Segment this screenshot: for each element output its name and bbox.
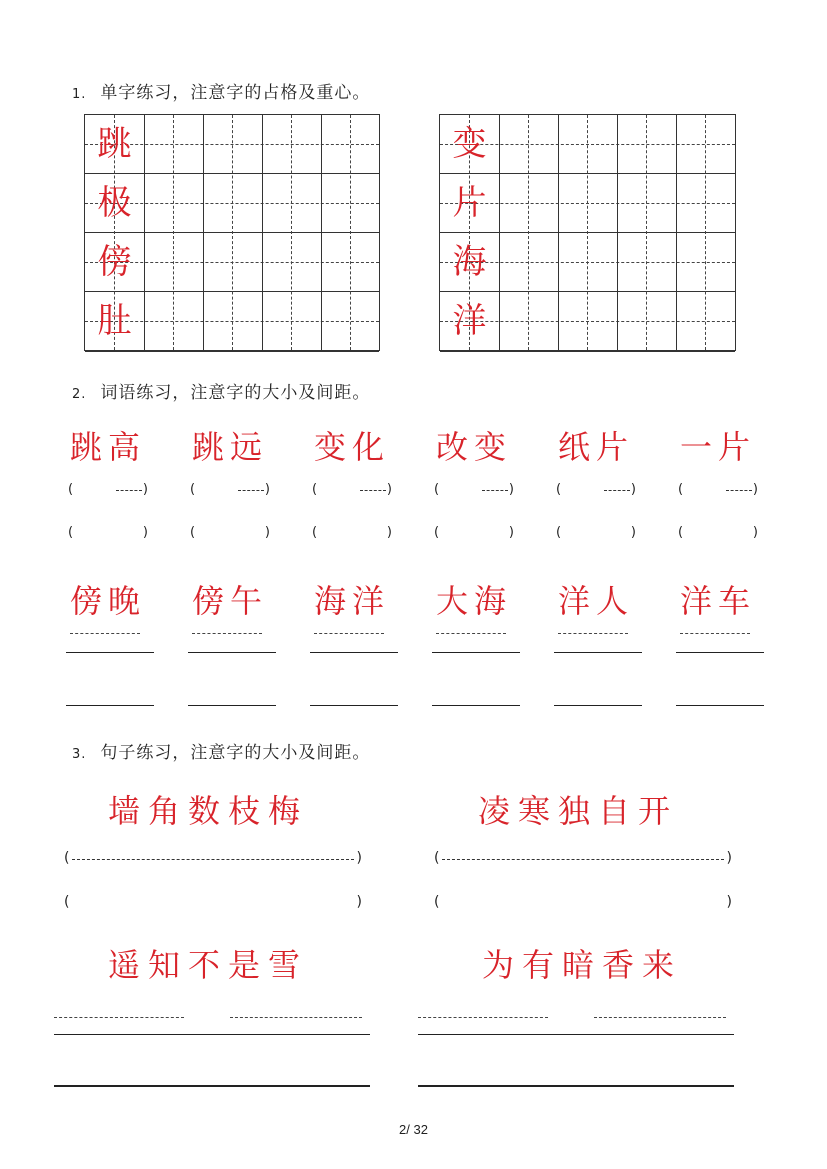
word-row2: 洋人: [558, 582, 635, 620]
writing-line: [432, 652, 520, 653]
word-row1: 跳高: [70, 428, 147, 466]
writing-guide-dashed: [70, 633, 140, 634]
writing-line: [418, 1085, 734, 1087]
writing-line: [554, 705, 642, 706]
writing-line: [188, 705, 276, 706]
word-row2: 洋车: [680, 582, 757, 620]
writing-guide-dashed: [230, 1017, 362, 1018]
grid-char: 片: [452, 183, 487, 223]
word-row2: 大海: [436, 582, 513, 620]
sentence: 遥知不是雪: [108, 946, 309, 984]
section3-number: 3.: [72, 747, 87, 762]
writing-line: [418, 1034, 734, 1035]
grid-char: 极: [97, 183, 132, 223]
word-row2: 傍午: [192, 582, 269, 620]
section1-title: 单字练习，注意字的占格及重心。: [100, 83, 371, 103]
writing-line: [188, 652, 276, 653]
writing-guide-dashed: [192, 633, 262, 634]
section3-title: 句子练习，注意字的大小及间距。: [100, 743, 371, 763]
writing-guide-dashed: [54, 1017, 184, 1018]
grid-char: 变: [452, 124, 487, 164]
writing-line: [310, 705, 398, 706]
writing-line: [676, 705, 764, 706]
writing-line: [54, 1085, 370, 1087]
word-row2: 傍晚: [70, 582, 147, 620]
writing-line: [66, 705, 154, 706]
writing-guide-dashed: [436, 633, 506, 634]
sentence: 墙角数枝梅: [108, 792, 309, 830]
sentence: 为有暗香来: [482, 946, 683, 984]
word-row1: 改变: [436, 428, 513, 466]
writing-guide-dashed: [594, 1017, 726, 1018]
writing-line: [554, 652, 642, 653]
writing-guide-dashed: [418, 1017, 548, 1018]
sentence: 凌寒独自开: [478, 792, 679, 830]
writing-line: [676, 652, 764, 653]
writing-line: [432, 705, 520, 706]
grid-char: 海: [452, 242, 487, 282]
writing-guide-dashed: [680, 633, 750, 634]
grid-char: 傍: [97, 242, 132, 282]
writing-guide-dashed: [558, 633, 628, 634]
page-number: 2/ 32: [399, 1122, 428, 1137]
grid-char: 洋: [452, 301, 487, 341]
grid-char: 跳: [97, 124, 132, 164]
section1-heading: [72, 78, 370, 103]
word-row1: 跳远: [192, 428, 269, 466]
section2-heading: [72, 378, 370, 403]
grid-char: 肚: [97, 301, 132, 341]
section2-number: 2.: [72, 387, 87, 402]
char-grid-left: [84, 114, 380, 351]
section2-title: 词语练习，注意字的大小及间距。: [100, 383, 371, 403]
writing-guide-dashed: [314, 633, 384, 634]
word-row1: 变化: [314, 428, 391, 466]
word-row2: 海洋: [314, 582, 391, 620]
word-row1: 一片: [680, 428, 757, 466]
writing-line: [310, 652, 398, 653]
section1-number: 1.: [72, 87, 87, 102]
word-row1: 纸片: [558, 428, 635, 466]
writing-line: [66, 652, 154, 653]
char-grid-right: [439, 114, 736, 351]
section3-heading: [72, 738, 370, 763]
writing-line: [54, 1034, 370, 1035]
